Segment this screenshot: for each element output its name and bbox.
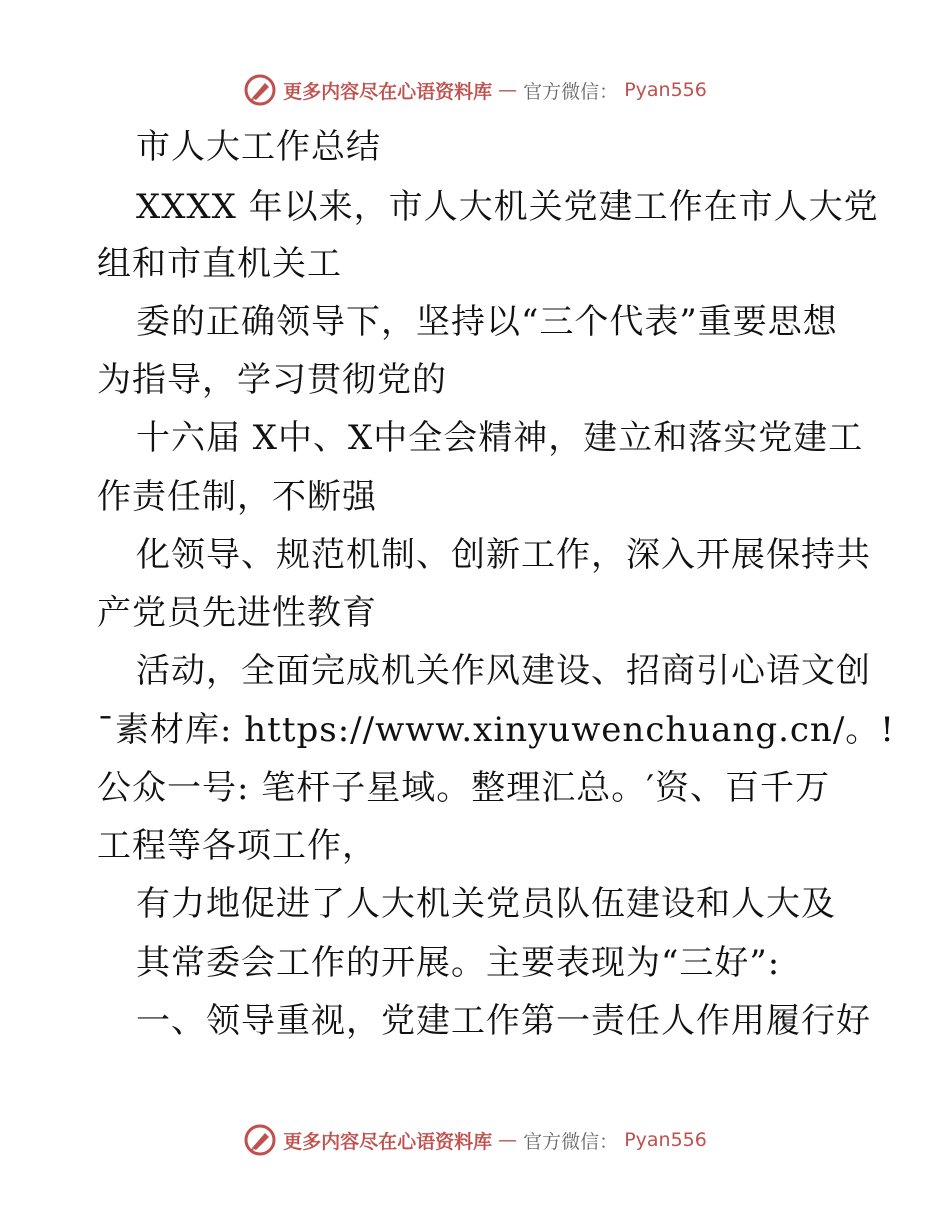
- text-line: 活动，全面完成机关作风建设、招商引心语文创: [136, 651, 871, 691]
- text-line: 一、领导重视，党建工作第一责任人作用履行好: [136, 1001, 871, 1041]
- banner-dash: —: [498, 79, 518, 101]
- text-line: 工程等各项工作，: [97, 826, 377, 866]
- text-line: 有力地促进了人大机关党员队伍建设和人大及: [136, 884, 836, 924]
- text-line: 组和市直机关工: [97, 244, 342, 284]
- text-line: XXXX 年以来，市人大机关党建工作在市人大党: [136, 187, 879, 227]
- banner-main-text: 更多内容尽在心语资料库: [283, 1130, 493, 1153]
- text-line: 为指导，学习贯彻党的: [97, 360, 447, 400]
- text-line: 作责任制，不断强: [97, 477, 377, 517]
- text-line: 其常委会工作的开展。主要表现为“三好”:: [136, 943, 781, 983]
- pen-nib-logo-icon: [243, 1123, 277, 1157]
- text-line: 公众一号: 笔杆子星域。整理汇总。′资、百千万: [97, 768, 830, 808]
- banner-official-label: 官方微信：: [523, 80, 619, 103]
- text-line: 产党员先进性教育: [97, 593, 377, 633]
- document-title: 市人大工作总结: [136, 127, 381, 167]
- text-line: ¯素材库: https://www.xinyuwenchuang.cn/。!: [97, 710, 895, 750]
- banner-wechat-id: Pyan556: [624, 1129, 707, 1151]
- banner-wechat-id: Pyan556: [624, 79, 707, 101]
- text-line: 委的正确领导下，坚持以“三个代表”重要思想: [136, 302, 838, 342]
- banner-main-text: 更多内容尽在心语资料库: [283, 80, 493, 103]
- banner-official-label: 官方微信：: [523, 1130, 619, 1153]
- text-line: 化领导、规范机制、创新工作，深入开展保持共: [136, 535, 871, 575]
- banner-dash: —: [498, 1129, 518, 1151]
- text-line: 十六届 X中、X中全会精神，建立和落实党建工: [136, 418, 864, 458]
- footer-watermark-banner: [0, 1120, 950, 1160]
